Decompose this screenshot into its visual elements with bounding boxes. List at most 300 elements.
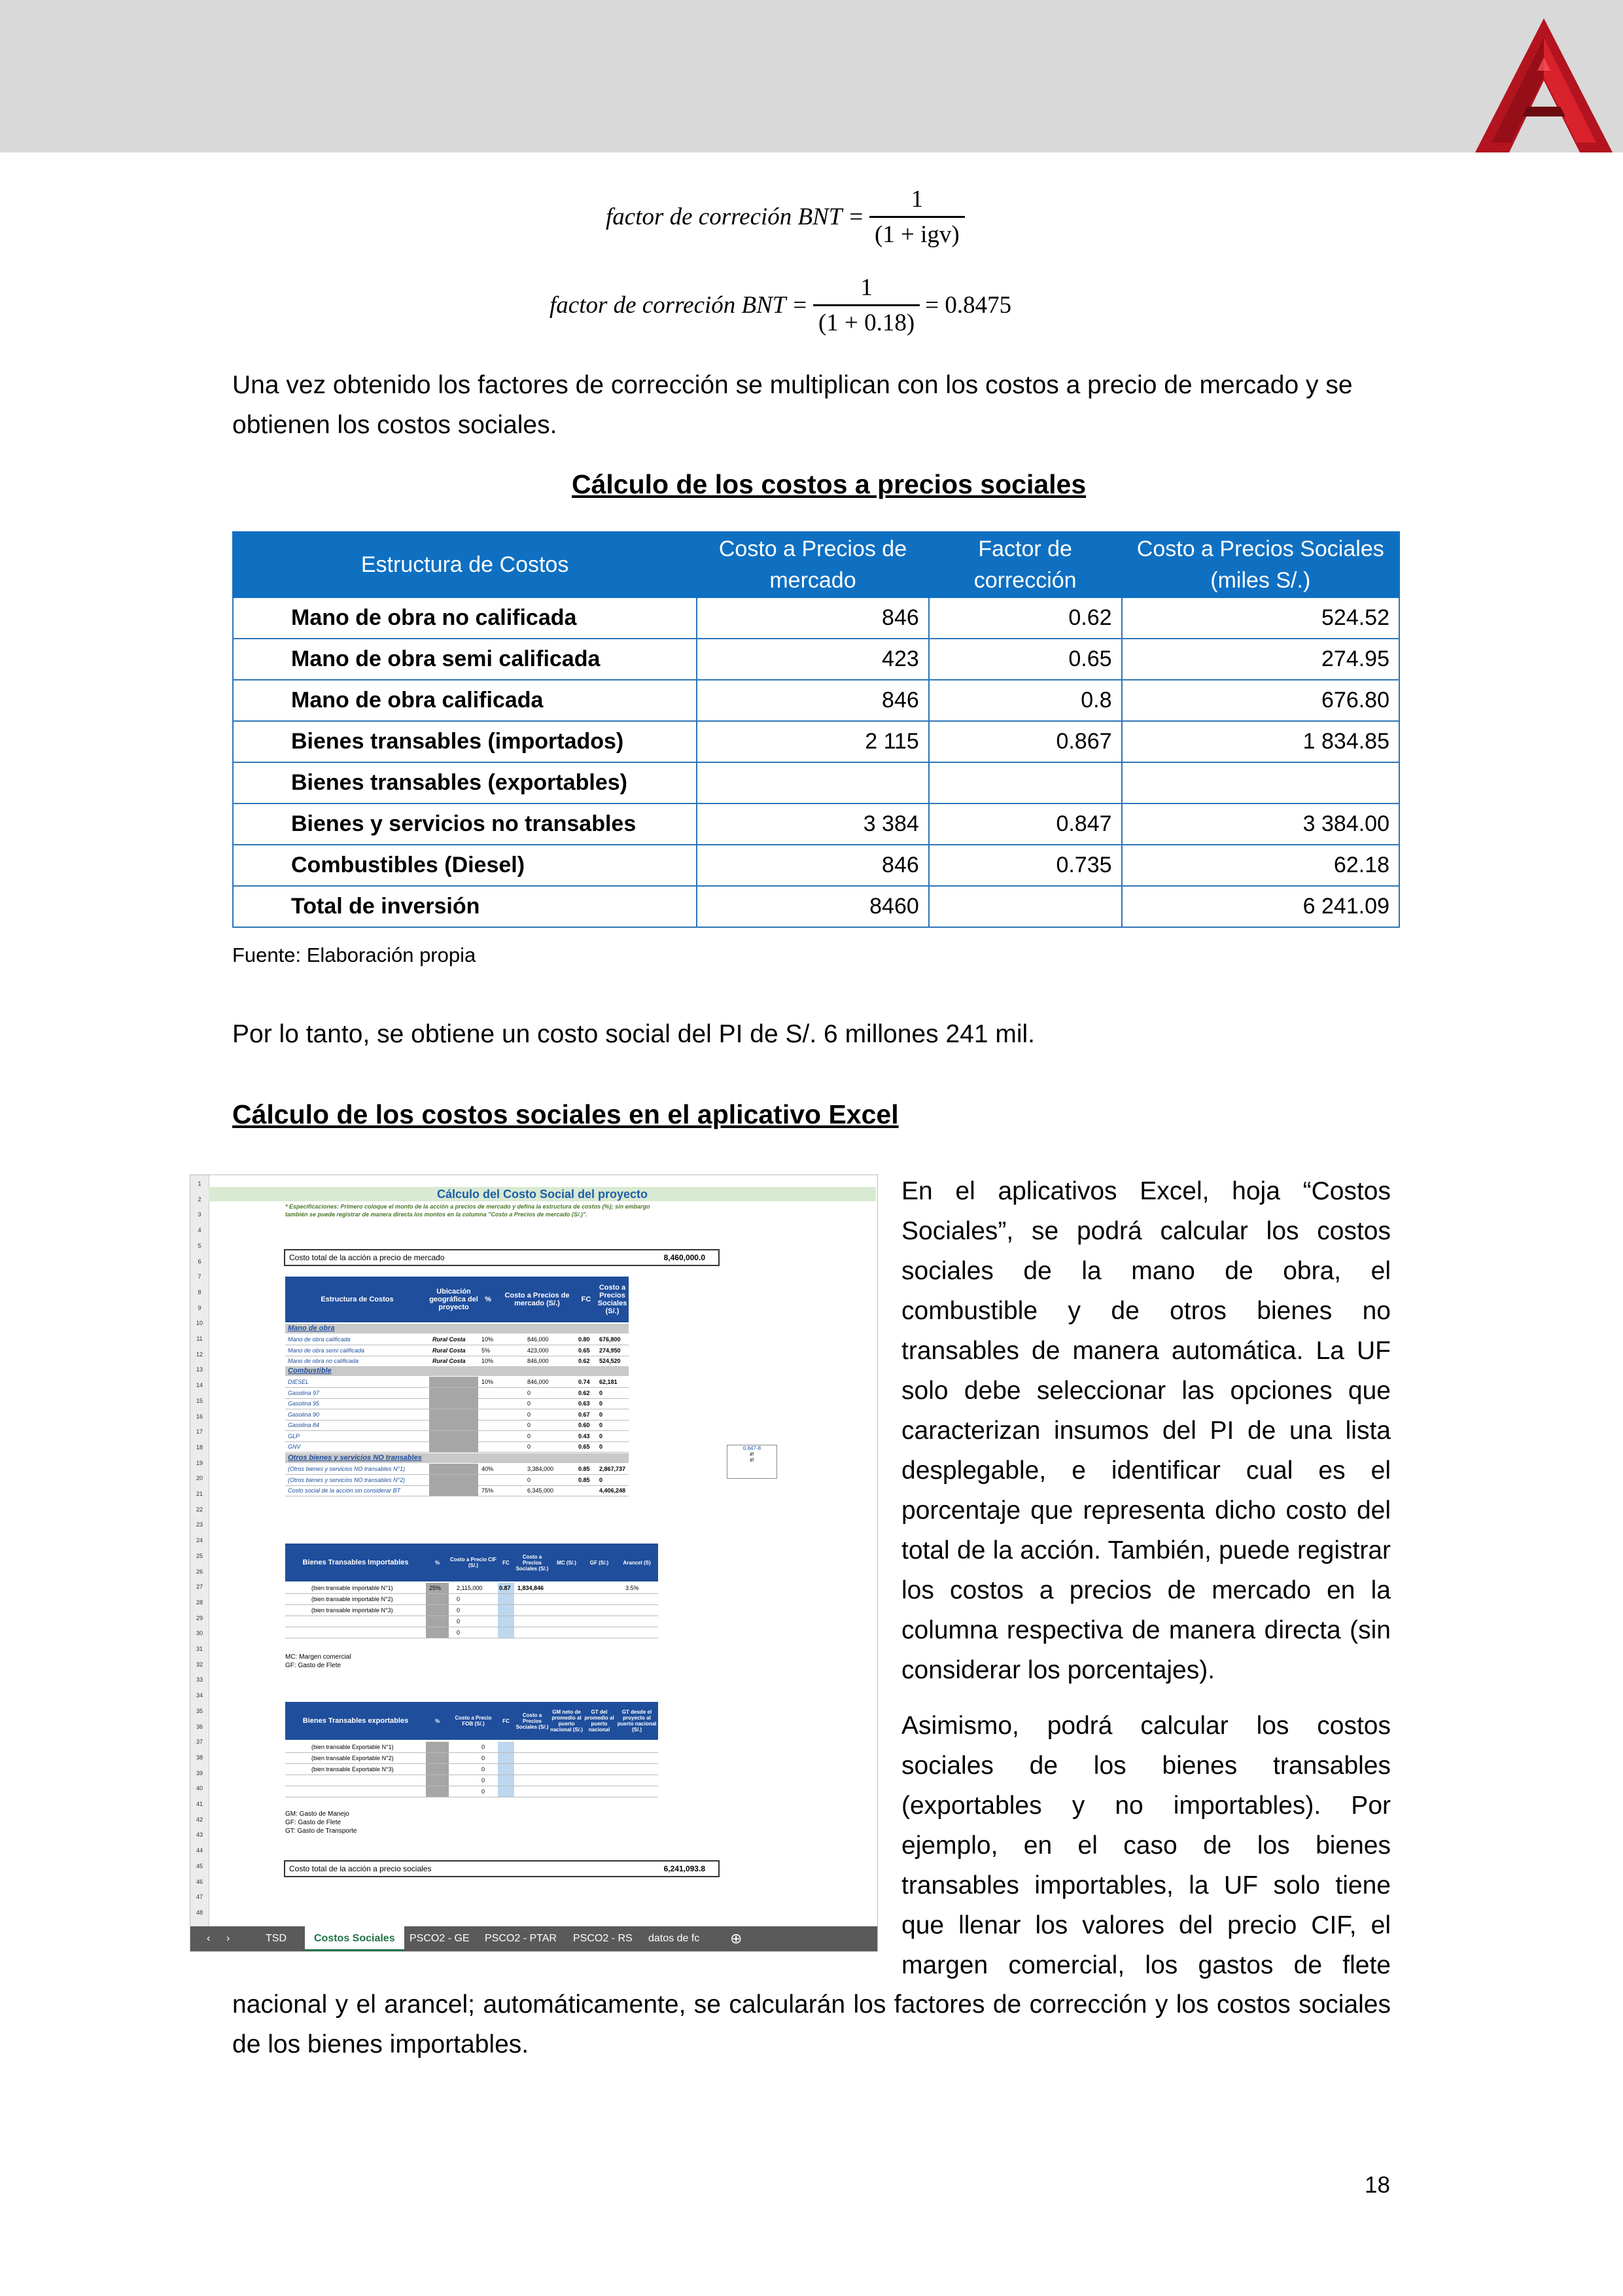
imp-gray [426,1605,449,1616]
row-number: 7 [198,1273,201,1280]
row-number: 3 [198,1211,201,1218]
cell-fc: 0.85 [578,1466,590,1472]
header-market-cost: Costo a Precios de mercado [697,532,929,597]
imp-gray [426,1616,449,1627]
exp-fc-blue [498,1742,514,1752]
trad-header: Bienes Transables Importables [285,1544,427,1581]
row-number: 32 [196,1661,203,1668]
category-fuel: Combustible [285,1366,629,1376]
row-number: 31 [196,1646,203,1652]
cell-market: 0 [527,1432,531,1439]
cell-market: 423,000 [527,1347,549,1354]
sheet-note-line-2: también se puede registrar de manera directa los montos en la columna "Costo a Precios de mercado (S/.)". [285,1211,587,1218]
row-number: 19 [196,1459,203,1466]
row-number: 41 [196,1801,203,1807]
total-social-value: 6,241,093.8 [663,1864,705,1873]
sheet-row [285,1441,629,1453]
cell-fc: 0.63 [578,1400,590,1407]
table-header-row [233,532,1399,597]
hdr-location: Ubicación geográfica del proyecto [429,1277,479,1322]
formula-2-denominator: (1 + 0.18) [813,304,920,337]
cell-pct: 5% [481,1347,491,1354]
imp-fc-blue [498,1616,514,1627]
cell-social: 0 [599,1443,603,1450]
sheet-row [285,1388,629,1399]
cell-social: 0 [599,1422,603,1428]
row-number: 29 [196,1614,203,1621]
cell-location: Rural Costa [432,1347,466,1354]
cell-name: Gasolina 97 [288,1389,320,1396]
cell-fc: 0.74 [578,1379,590,1385]
row-number: 9 [198,1304,201,1311]
exportable-row [285,1775,658,1786]
sheet-title: Cálculo del Costo Social del proyecto [209,1187,876,1201]
sheet-row [285,1334,629,1345]
row-number: 1 [198,1180,201,1187]
row-market-cost: 423 [697,639,929,680]
hdr-social: Costo a Precios Sociales (S/.) [596,1277,629,1322]
trad-header: Costo a Precio FOB (S/.) [449,1702,498,1740]
cell-fc: 0.65 [578,1347,590,1354]
cell-name: Mano de obra semi calificada [288,1347,365,1354]
sheet-row [285,1398,629,1409]
cell-market: 846,000 [527,1336,549,1343]
row-number: 44 [196,1847,203,1854]
cell-location-empty [429,1485,478,1496]
header-cost-structure: Estructura de Costos [233,532,697,597]
importable-row [285,1627,658,1638]
imp-fc: 0.87 [499,1585,511,1591]
logo-icon [1475,18,1613,152]
excel-paragraph-2-tail: nacional y el arancel; automáticamente, se calcularán los factores de corrección y los costos sociales de los bienes importables. [232,1990,1391,2058]
row-market-cost [697,762,929,804]
cell-market: 846,000 [527,1379,549,1385]
imp-arancel: 3.5% [625,1585,639,1591]
exp-fc-blue [498,1775,514,1786]
cell-fc: 0.62 [578,1389,590,1396]
cell-social: 2,867,737 [599,1466,626,1472]
cell-fc: 0.60 [578,1422,590,1428]
sheet-row [285,1356,629,1367]
imp-name: (bien transable importable N°1) [311,1585,393,1591]
imp-cif: 0 [457,1607,461,1614]
trad-header: GM neto de promedio al puerto nacional (S/.) [550,1702,584,1740]
row-number: 46 [196,1878,203,1885]
sheet-tab-bar [190,1926,877,1951]
cell-pct: 75% [481,1487,494,1494]
imp-fc-blue [498,1627,514,1638]
sheet-note [285,1203,650,1218]
formula-1-numerator: 1 [911,186,924,213]
cell-fc: 0.43 [578,1432,590,1439]
exp-name: (bien transable Exportable N°1) [311,1744,394,1750]
row-correction-factor: 0.867 [929,721,1122,762]
cell-fc: 0.80 [578,1336,590,1343]
cell-fc: 0.85 [578,1476,590,1483]
row-market-cost: 8460 [697,886,929,927]
row-label: Bienes transables (importados) [233,721,697,762]
importables-notes [285,1653,351,1670]
note-gt: GT: Gasto de Transporte [285,1828,357,1835]
exportable-row [285,1764,658,1775]
row-number: 39 [196,1769,203,1776]
imp-gray [426,1627,449,1638]
total-market-box [284,1249,720,1266]
cell-market: 0 [527,1476,531,1483]
hdr-fc: FC [576,1277,597,1322]
cell-location-empty [429,1431,478,1441]
excel-section-title: Cálculo de los costos sociales en el aplicativo Excel [232,1099,899,1129]
imp-cif: 0 [457,1618,461,1625]
header-correction-factor: Factor de corrección [929,532,1122,597]
trad-header: FC [498,1702,515,1740]
exp-fob: 0 [481,1744,485,1750]
trad-header: MC (S/.) [550,1544,584,1581]
formula-2 [550,274,1011,337]
row-label: Total de inversión [233,886,697,927]
cell-fc: 0.62 [578,1358,590,1364]
exportable-row [285,1742,658,1753]
excel-paragraph-2-line: ejemplo, en el caso de los bienes [901,1831,1391,1860]
sheet-tab-costos-sociales[interactable]: Costos Sociales [305,1926,404,1951]
row-number: 25 [196,1552,203,1559]
imp-fc-blue [498,1605,514,1616]
row-number: 16 [196,1413,203,1420]
row-correction-factor: 0.847 [929,804,1122,845]
row-label: Mano de obra calificada [233,680,697,721]
imp-name: (bien transable importable N°2) [311,1596,393,1602]
cell-social: 0 [599,1400,603,1407]
row-correction-factor [929,886,1122,927]
cell-market: 0 [527,1400,531,1407]
trad-header: GF (S/.) [583,1544,616,1581]
row-market-cost: 2 115 [697,721,929,762]
row-number: 22 [196,1506,203,1513]
row-number: 33 [196,1676,203,1684]
table-row [233,639,1399,680]
trad-header: Costo a Precios Sociales (S/.) [514,1702,551,1740]
cell-social: 524,520 [599,1358,621,1364]
row-correction-factor: 0.62 [929,597,1122,639]
total-market-value: 8,460,000.0 [663,1253,705,1262]
cell-pct: 10% [481,1379,494,1385]
hdr-market: Costo a Precios de mercado (S/.) [498,1277,577,1322]
row-label: Bienes transables (exportables) [233,762,697,804]
exp-gray [426,1786,449,1797]
trad-header: Bienes Transables exportables [285,1702,427,1740]
excel-paragraph-2-line: sociales de los bienes transables [901,1752,1391,1780]
side-box-line-3: #! [750,1457,754,1463]
exp-gray [426,1775,449,1786]
note-mc: MC: Margen comercial [285,1653,351,1661]
exportable-row [285,1786,658,1797]
excel-paragraph-2-line: que llenar los valores del precio CIF, el [901,1911,1391,1939]
cell-location-empty [429,1475,478,1485]
row-number: 43 [196,1831,203,1839]
exportable-row [285,1753,658,1764]
side-box [727,1445,777,1479]
row-number: 17 [196,1428,203,1436]
total-market-label: Costo total de la acción a precio de mercado [289,1253,445,1262]
importable-row [285,1594,658,1605]
importable-row [285,1583,658,1594]
cell-location-empty [429,1441,478,1452]
excel-paragraph-2 [901,1706,1391,1985]
row-number: 6 [198,1258,201,1265]
cell-market: 846,000 [527,1358,549,1364]
cell-location: Rural Costa [432,1358,466,1364]
cell-social: 0 [599,1432,603,1439]
table-row [233,762,1399,804]
row-number-column [190,1175,209,1926]
excel-paragraph-2-line: margen comercial, los gastos de flete [901,1951,1391,1979]
formula-2-numerator: 1 [860,274,873,301]
sheet-tab-tsd[interactable]: TSD [266,1933,287,1944]
table-title: Cálculo de los costos a precios sociales [572,469,1087,499]
cell-location-empty [429,1377,478,1387]
excel-paragraph-2-line: (exportables y no importables). Por [901,1792,1391,1820]
cell-location-empty [429,1409,478,1420]
exportables-notes [285,1810,357,1835]
trad-header: FC [498,1544,515,1581]
trad-header: % [426,1544,449,1581]
cell-market: 0 [527,1443,531,1450]
hdr-structure: Estructura de Costos [285,1277,430,1322]
row-number: 47 [196,1894,203,1901]
total-social-label: Costo total de la acción a precio sociales [289,1864,432,1873]
row-number: 18 [196,1443,203,1451]
imp-cif: 0 [457,1596,461,1602]
note-gf-2: GF: Gasto de Flete [285,1819,341,1826]
cell-market: 0 [527,1411,531,1418]
row-social-cost: 6 241.09 [1122,886,1399,927]
row-market-cost: 846 [697,680,929,721]
row-number: 37 [196,1739,203,1746]
exp-gray [426,1742,449,1752]
trad-header: GT del promedio al puerto nacional [583,1702,616,1740]
tab-nav-next[interactable]: › [226,1933,230,1944]
row-number: 30 [196,1630,203,1637]
sheet-tab-psco2-rs[interactable]: PSCO2 - RS [573,1933,633,1944]
sheet-tab-psco2-ptar[interactable]: PSCO2 - PTAR [485,1933,557,1944]
exp-name: (bien transable Exportable N°2) [311,1755,394,1761]
add-sheet-icon[interactable]: ⊕ [730,1930,742,1947]
cell-name: GLP [288,1432,300,1439]
row-number: 8 [198,1288,201,1296]
cell-pct: 40% [481,1466,494,1472]
cell-name: (Otros bienes y servicios NO transables N°2) [288,1476,406,1483]
imp-pct: 25% [429,1585,442,1591]
cell-fc: 0.65 [578,1443,590,1450]
row-label: Combustibles (Diesel) [233,845,697,886]
trad-header: Costo a Precios Sociales (S/.) [514,1544,551,1581]
row-market-cost: 846 [697,845,929,886]
total-social-box [284,1860,720,1877]
formula-1-lhs: factor de correción BNT = [606,203,864,230]
row-number: 38 [196,1754,203,1761]
importable-row [285,1616,658,1627]
row-number: 13 [196,1366,203,1373]
cell-name: Mano de obra no calificada [288,1358,359,1364]
cell-name: Costo social de la acción sin considerar BT [288,1487,401,1494]
note-gm: GM: Gasto de Manejo [285,1810,349,1818]
page-header-band [0,0,1623,152]
trad-header: Costo a Precio CIF (S/.) [449,1544,498,1581]
category-labor: Mano de obra [285,1324,629,1333]
cell-name: (Otros bienes y servicios NO transables N°1) [288,1466,406,1472]
row-number: 40 [196,1785,203,1792]
exp-gray [426,1764,449,1775]
trad-header: Arancel (S) [616,1544,659,1581]
row-label: Mano de obra semi calificada [233,639,697,680]
table-row [233,804,1399,845]
sheet-row [285,1431,629,1442]
row-number: 48 [196,1909,203,1916]
importable-row [285,1605,658,1616]
sheet-row [285,1420,629,1431]
row-number: 42 [196,1816,203,1823]
table-row [233,680,1399,721]
row-correction-factor: 0.8 [929,680,1122,721]
row-number: 20 [196,1475,203,1482]
row-number: 28 [196,1598,203,1606]
imp-cif: 0 [457,1629,461,1636]
trad-header: % [426,1702,449,1740]
row-label: Mano de obra no calificada [233,597,697,639]
excel-paragraph-1: En el aplicativos Excel, hoja “Costos Sociales”, se podrá calcular los costos sociales de la mano de obra, el combustible y de otros bienes no transables de manera automática. La UF solo debe seleccionar las opciones que caracterizan insumos del PI de una lista desplegable, e identificar cual es el porcentaje que representa dicho costo del total de la acción. También, puede registrar los costos a precios de mercado en la columna respectiva de manera directa (sin considerar los porcentajes). [901,1177,1391,1684]
exp-fob: 0 [481,1777,485,1784]
row-social-cost [1122,762,1399,804]
side-box-line-1: 0.847-8 [742,1445,761,1451]
cell-name: DIESEL [288,1379,309,1385]
sheet-tab-datos-fc[interactable]: datos de fc [648,1933,700,1944]
imp-name: (bien transable importable N°3) [311,1607,393,1614]
row-market-cost: 3 384 [697,804,929,845]
cell-pct: 10% [481,1336,494,1343]
row-number: 14 [196,1382,203,1389]
cell-social: 0 [599,1476,603,1483]
formula-1 [606,185,970,249]
sheet-row [285,1377,629,1388]
sheet-tab-psco2-ge[interactable]: PSCO2 - GE [410,1933,470,1944]
cell-social: 0 [599,1411,603,1418]
exp-fc-blue [498,1753,514,1763]
row-social-cost: 274.95 [1122,639,1399,680]
row-number: 15 [196,1397,203,1404]
row-number: 34 [196,1692,203,1699]
formula-2-result: = 0.8475 [925,292,1012,319]
table-row [233,886,1399,927]
row-number: 12 [196,1351,203,1358]
sheet-row [285,1485,629,1496]
sheet-row [285,1409,629,1421]
cell-location-empty [429,1464,478,1474]
row-number: 26 [196,1568,203,1575]
table-row [233,597,1399,639]
cell-market: 3,384,000 [527,1466,554,1472]
cell-name: Gasolina 90 [288,1411,320,1418]
row-number: 24 [196,1537,203,1544]
formula-2-lhs: factor de correción BNT = [550,292,808,319]
imp-gray [426,1594,449,1604]
row-number: 45 [196,1862,203,1869]
row-social-cost: 1 834.85 [1122,721,1399,762]
side-box-line-2: #! [750,1451,754,1457]
excel-paragraph-2-line: transables importables, la UF solo tiene [901,1871,1391,1899]
table-source: Fuente: Elaboración propia [232,944,476,966]
excel-screenshot [190,1174,878,1952]
sheet-row [285,1475,629,1486]
row-correction-factor: 0.735 [929,845,1122,886]
cell-fc: 0.67 [578,1411,590,1418]
table-row [233,721,1399,762]
header-social-cost: Costo a Precios Sociales (miles S/.) [1122,532,1399,597]
page-number: 18 [1365,2172,1390,2198]
imp-social: 1,834,846 [517,1585,544,1591]
sheet-row [285,1464,629,1475]
row-number: 2 [198,1195,201,1203]
exp-fc-blue [498,1764,514,1775]
exp-name: (bien transable Exportable N°3) [311,1766,394,1773]
row-market-cost: 846 [697,597,929,639]
row-number: 11 [196,1335,203,1342]
formula-1-denominator: (1 + igv) [869,216,965,249]
row-number: 4 [198,1227,201,1234]
cell-social: 274,950 [599,1347,621,1354]
cell-name: Gasolina 84 [288,1422,320,1428]
row-number: 21 [196,1491,203,1497]
cell-name: Mano de obra calificada [288,1336,351,1343]
sheet-note-line-1: * Especificaciones: Primero coloque el monto de la acción a precios de mercado y defina la estructura de costos (%); sin embargo [285,1203,650,1210]
sheet-row [285,1345,629,1356]
cell-name: GNV [288,1443,301,1450]
excel-paragraph-2-line: Asimismo, podrá calcular los costos [901,1712,1391,1740]
row-number: 23 [196,1521,203,1528]
exp-gray [426,1753,449,1763]
row-number: 36 [196,1723,203,1730]
cell-social: 0 [599,1389,603,1396]
table-row [233,845,1399,886]
row-number: 35 [196,1707,203,1714]
imp-cif: 2,115,000 [457,1585,483,1591]
hdr-pct: % [478,1277,498,1322]
conclusion-paragraph: Por lo tanto, se obtiene un costo social del PI de S/. 6 millones 241 mil. [232,1020,1036,1048]
cell-market: 0 [527,1422,531,1428]
exp-fc-blue [498,1786,514,1797]
row-number: 27 [196,1583,203,1591]
cell-social: 62,181 [599,1379,618,1385]
cell-location-empty [429,1398,478,1409]
row-number: 10 [196,1320,203,1327]
category-other: Otros bienes y servicios NO transables [285,1453,629,1463]
imp-fc-blue [498,1594,514,1604]
formula-2-fraction [813,274,920,337]
exp-fob: 0 [481,1755,485,1761]
intro-paragraph: Una vez obtenido los factores de corrección se multiplican con los costos a precio de mercado y se obtienen los costos sociales. [232,371,1353,439]
row-social-cost: 524.52 [1122,597,1399,639]
cell-pct: 10% [481,1358,494,1364]
row-correction-factor [929,762,1122,804]
row-social-cost: 62.18 [1122,845,1399,886]
cell-location-empty [429,1420,478,1430]
tab-nav-prev[interactable]: ‹ [207,1933,211,1944]
cell-location-empty [429,1388,478,1398]
cell-social: 4,406,248 [599,1487,626,1494]
exp-fob: 0 [481,1788,485,1795]
cell-market: 6,345,000 [527,1487,554,1494]
exp-fob: 0 [481,1766,485,1773]
note-gf: GF: Gasto de Flete [285,1662,341,1669]
